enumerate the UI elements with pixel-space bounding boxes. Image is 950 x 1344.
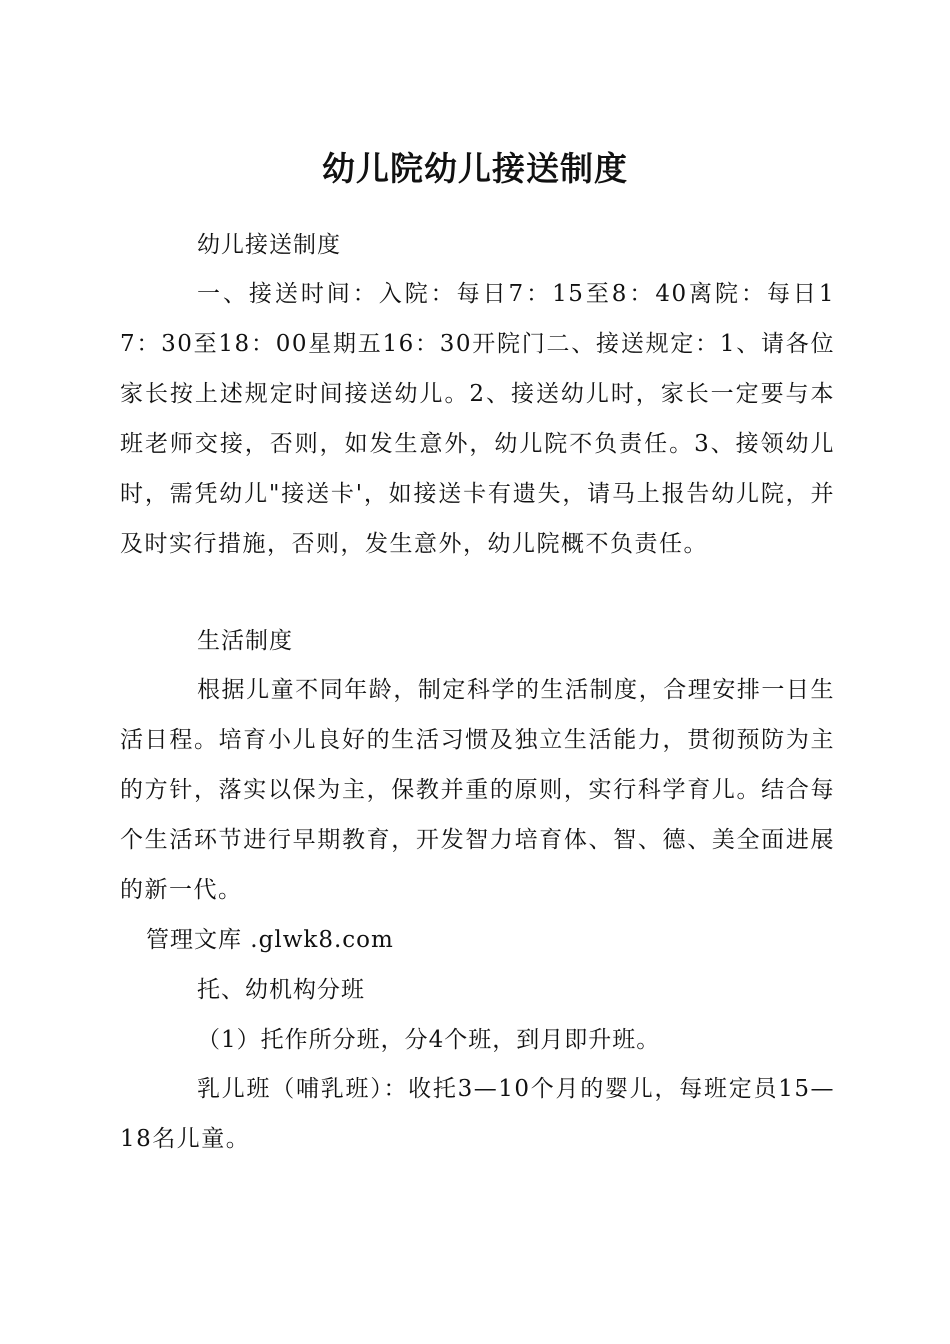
- paragraph-infant-class: 乳儿班（哺乳班）：收托3—10个月的婴儿，每班定员15—18名儿童。: [120, 1076, 835, 1152]
- document-title: 幼儿院幼儿接送制度: [322, 149, 628, 188]
- section-heading-class-division: 托、幼机构分班: [197, 977, 365, 1003]
- section-heading-pickup: 幼儿接送制度: [197, 232, 341, 258]
- paragraph-pickup-rules: 一、接送时间：入院：每日7：15至8：40离院：每日17：30至18：00星期五16：30开院门二、接送规定：1、请各位家长按上述规定时间接送幼儿。2、接送幼儿时，家长一定要与本班老师交接，否则，如发生意外，幼儿院不负责任。3、接领幼儿时，需凭幼儿"接送卡'，如接送卡有遗失，请马上报告幼儿院，并及时实行措施，否则，发生意外，幼儿院概不负责任。: [120, 281, 835, 557]
- watermark-text: 管理文库 .glwk8.com: [146, 927, 394, 953]
- list-item-nursery-classes: （1）托作所分班，分4个班，到月即升班。: [197, 1027, 661, 1053]
- section-heading-daily-life: 生活制度: [197, 628, 293, 654]
- paragraph-daily-life: 根据儿童不同年龄，制定科学的生活制度，合理安排一日生活日程。培育小儿良好的生活习惯及独立生活能力，贯彻预防为主的方针，落实以保为主，保教并重的原则，实行科学育儿。结合每个生活环节进行早期教育，开发智力培育体、智、德、美全面进展的新一代。: [120, 677, 835, 903]
